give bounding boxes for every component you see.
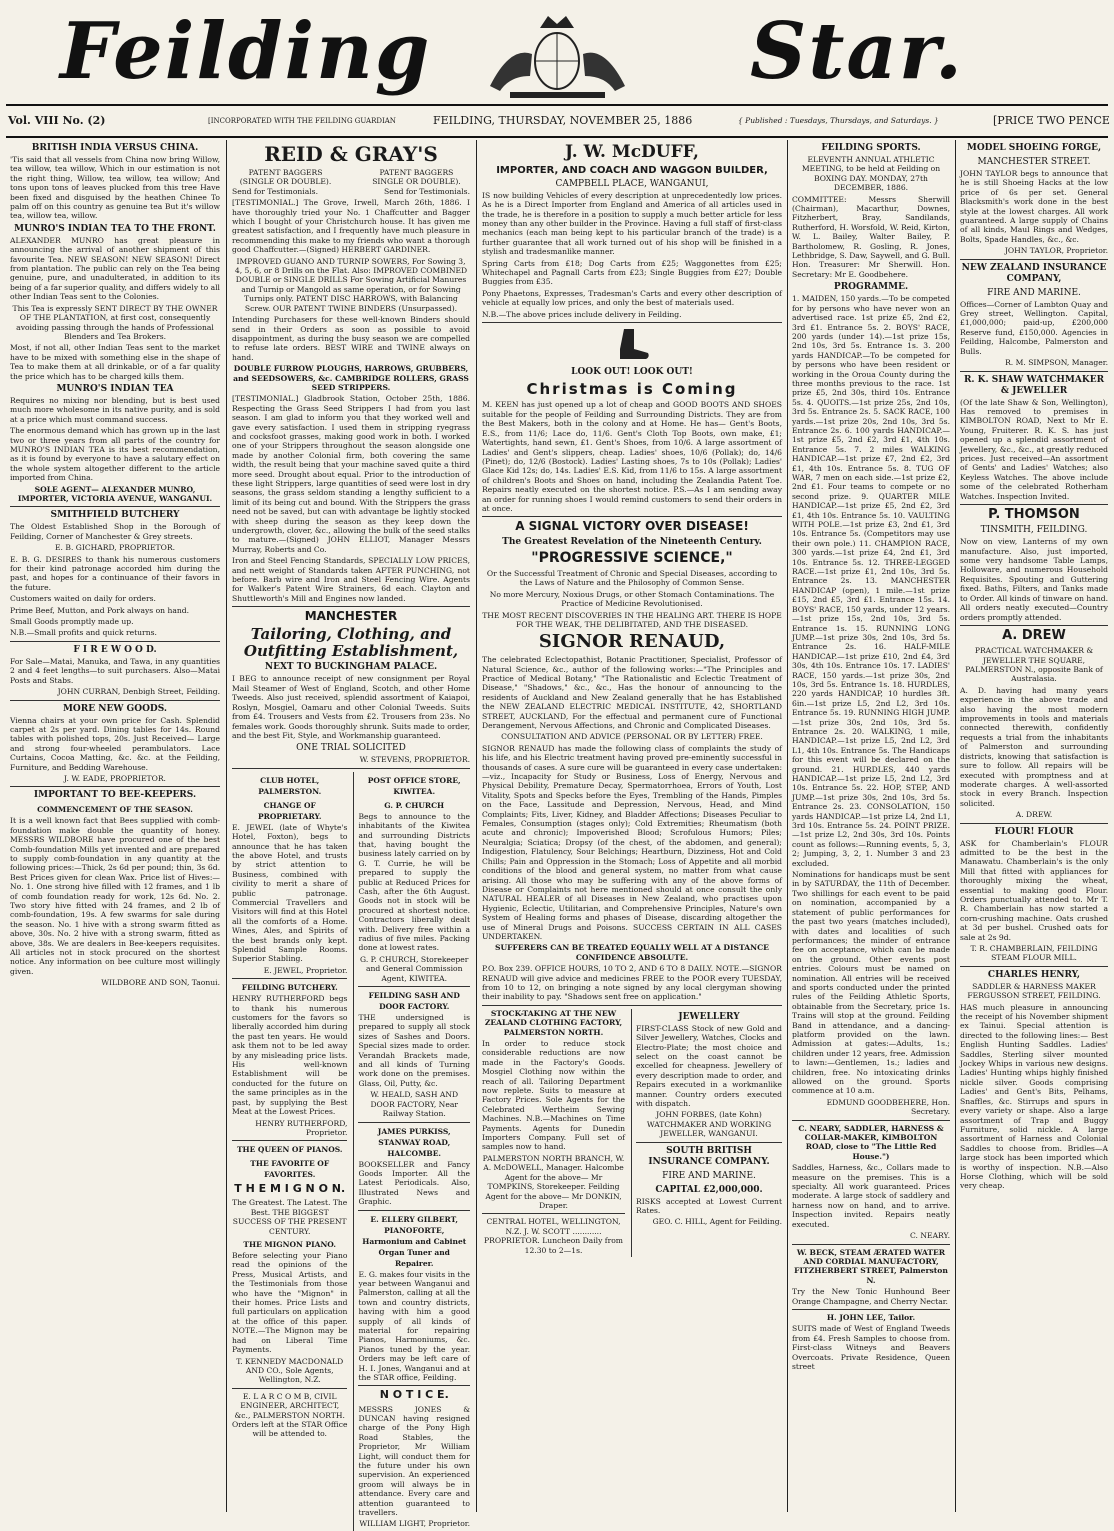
munro-headline: MUNRO'S INDIAN TEA TO THE FRONT.: [14, 223, 216, 234]
stevens-body: I BEG to announce receipt of new consignment per Royal Mail Steamer of West of England, Scotch, and other Home Tweeds. Also just received, splendid assortment of Kaiapoi, Roslyn, Mosgiel, Oamaru and other Colonial Tweeds. Suits from £4. Trousers and Vests from £2. Trousers from 23s. No females work. Goods thoroughly shrunk. Suits made to order, and the best Fit, Style, and Workmanship guaranteed.: [232, 674, 470, 740]
stock-taking-sign: PALMERSTON NORTH BRANCH, W. A. McDOWELL, Manager. Halcombe Agent for the above— Mr TOMPKINS, Storekeeper. Feilding Agent for the above— Mr DONKIN, Draper.: [482, 1153, 625, 1210]
patent-left: PATENT BAGGERS (SINGLE OR DOUBLE).: [239, 168, 332, 187]
henry-subheadline: SADDLER & HARNESS MAKER FERGUSSON STREET, FEILDING.: [967, 981, 1101, 1001]
larcomb-notice: E. L A R C O M B, CIVIL ENGINEER, ARCHITECT, &c., PALMERSTON NORTH. Orders left at the STAR Office will be attended to.: [232, 1391, 348, 1439]
lee-body: SUITS made of West of England Tweeds from £4. Fresh Samples to choose from. First-class Witneys and Beavers Overcoats. Private Residence, Queen street: [792, 1324, 950, 1371]
iron-standards: Iron and Steel Fencing Standards, SPECIALLY LOW PRICES, and nett weight of Standards taken AFTER PUNCHING, not before. Barb wire and Iron and Steel Fencing Wire. Agents for Walker's Patent Wire Strainers, 6d each. Clayton and Shuttleworth's Mill and Engines now landed.: [232, 556, 470, 603]
incorporated-notice: [INCORPORATED WITH THE FEILDING GUARDIAN: [208, 117, 396, 125]
forge-body: JOHN TAYLOR begs to announce that he is still Shoeing Hacks at the low price of 6s per set. General Blacksmith's work done in the best style at the lowest charges. All work guaranteed. A large supply of Chains of all kinds, Maul Rings and Wedges, Bolts, Spade Handles, &c., &c.: [960, 169, 1108, 244]
christmas-headline: Christmas is Coming: [526, 379, 738, 398]
post-office-headline: POST OFFICE STORE, KIWITEA.: [367, 775, 461, 796]
mignon-headline: T H E M I G N O N.: [234, 1182, 346, 1196]
thomson-subheadline: TINSMITH, FEILDING.: [980, 525, 1088, 536]
column-3: [482, 140, 782, 1512]
nzi-body: Offices—Corner of Lambton Quay and Grey street, Wellington. Capital, £1,000,000; paid-up, £200,000 Reserve fund, £150,000. Agencies in Feilding, Halcombe, Palmerston and Bulls.: [960, 299, 1108, 356]
signal-headline: A SIGNAL VICTORY OVER DISEASE!: [515, 519, 749, 534]
mcduff-nb: N.B.—The above prices include delivery in Feilding.: [482, 309, 682, 319]
mcduff-subheadline: IMPORTER, AND COACH AND WAGGON BUILDER,: [496, 164, 768, 176]
column-divider: [955, 140, 956, 1512]
double-furrow: DOUBLE FURROW PLOUGHS, HARROWS, GRUBBERS, and SEEDSOWERS, &c. CAMBRIDGE ROLLERS, GRASS SEED STRIPPERS.: [233, 364, 469, 392]
purkiss-body: BOOKSELLER and Fancy Goods Importer. All the Latest Periodicals. Also, Illustrated News and Graphic.: [358, 1159, 470, 1207]
ebg-line-3: Small Goods promptly made up.: [10, 617, 134, 627]
henry-body: HAS much pleasure in announcing the receipt of his November shipment ex Tainui. Special attention is directed to the following lines:— Best English Hunting Saddles. Ladies' Saddles, Sterling silver mounted Jockey Whips in various new designs. Ladies' Hunting whips highly finished nickle silver. Goods comprising Ladies' and Gent's Bits, Pelhams, Snaffles, &c. Stirrups and spurs in every variety or shape. Also a large assortment of Trap and Buggy Furniture, solid nickle. A large assortment of Harness and Colonial Saddles to choose from. Bridles—A large stock has been imported which is worthy of inspection. N.B.—Also Horse Clothing, which will be sold very cheap.: [960, 1002, 1108, 1191]
keen-body: M. KEEN has just opened up a lot of cheap and GOOD BOOTS AND SHOES suitable for the people of Feilding and Surrounding Districts. They are from the Best Makers, both in the colony and at Home. He has— Gent's Boots, E.S., from 11/6; Lace do, 11/6. Gent's Cloth Top Boots, own make, £1; Watertights, hand sewn, £1. Gent's Shoes, from 10/6. A large assortment of Ladies' and Gent's slippers, cheap. Ladies' shoes, 10/6 (Pollak); do, 14/6 (Pinet); do, 12/6 (Bostock). Ladies' Lasting shoes, 7s to 10s (Pollak); Ladies' Glace Kid 12s; do, 14s. Ladies' E.S. Kid, from 11/6 to 15s. A large assortment of children's Boots and Shoes on hand, including the Zealandia Patent Toe. Repairs neatly executed on the shortest notice. P.S.—As I am sending away an order for running shoes I would remind customers to send their orders in at once.: [482, 400, 782, 513]
improved-sowers: IMPROVED GUANO AND TURNIP SOWERS, For Sowing 3, 4, 5, 6, or 8 Drills on the Flat. Also: IMPROVED COMBINED DOUBLE or SINGLE DRILLS For Sowing Artificial Manures and Turnip or Mangold as same operation, or for Sowing Turnips only. PATENT DISC HARROWS, with Balancing Screw. OUR PATENT TWINE BINDERS (Unsurpassed).: [234, 256, 468, 313]
greatest-revelation: The Greatest Revelation of the Nineteenth Century.: [502, 536, 762, 547]
sbi-body: RISKS accepted at Lowest Current Rates.: [636, 1196, 782, 1216]
programme-headline: PROGRAMME.: [833, 282, 909, 293]
beck-body: Try the New Tonic Hunhound Beer Orange Champagne, and Cherry Nectar.: [792, 1287, 950, 1306]
bee-headline: IMPORTANT TO BEE-KEEPERS.: [33, 790, 197, 801]
reid-gray-headline: REID & GRAY'S: [264, 142, 438, 166]
stock-taking-headline: STOCK-TAKING AT THE NEW ZEALAND CLOTHING FACTORY, PALMERSTON NORTH.: [484, 1008, 623, 1037]
info-bar: [8, 108, 1110, 134]
more-goods-headline: MORE NEW GOODS.: [62, 703, 168, 714]
thomson-body: Now on view, Lanterns of my own manufacture. Also, just imported, some very handsome Table Lamps, Holloware, and numerous Household Requisites. Spouting and Guttering fixed. Baths, Filters, and Tanks made to Order. All kinds of tinware on hand. All orders neatly executed—Country orders promptly attended.: [960, 537, 1108, 622]
mcduff-pony: Pony Phaetons, Expresses, Tradesman's Carts and every other description of vehicle at equally low prices, and only the best of materials used.: [482, 288, 782, 308]
bee-proprietor: WILDBORE AND SON, Taonui.: [101, 978, 220, 988]
forge-proprietor: JOHN TAYLOR, Proprietor.: [1004, 246, 1108, 256]
nominations: Nominations for handicaps must be sent in by SATURDAY, the 11th of December. Two shillings for each event to be paid on nomination, accompanied by a statement of public performances for the past two years (matches included), with dates and localities of such performances; the minder of entrance fee on acceptance, which can be made on the ground. Other events post entries. Colours must be named on nomination. All entries will be received and sports conducted under the printed rules of the Feilding Athletic Sports, obtainable from the Secretary, price 1s. Trains will stop at the ground. Feilding Band in attendance, and a dancing-platform provided on the lawn. Admission at gates:—Adults, 1s.; children under 12 years, free. Admission to lawn:—Gentlemen, 1s.; ladies and children, free. No intoxicating drinks allowed on the ground. Sports commence at 10 a.m.: [792, 870, 950, 1096]
neary-sign: C. NEARY.: [910, 1231, 950, 1241]
more-goods-body: Vienna chairs at your own price for Cash. Splendid carpet at 2s per yard. Dining tables for 14s. Round tables with polished tops, 20s. Just Received— Large and strong four-wheeled perambulators. Lace Curtains, Cocoa Matting, &c. &c. at the Feilding, Furniture, and Bedding Warehouse.: [10, 715, 220, 772]
mcduff-prices: Spring Carts from £18; Dog Carts from £25; Waggonettes from £25; Whitechapel and Pagnall Carts from £23; Single Buggies from £27; Double Buggies from £35.: [482, 258, 782, 287]
mcduff-headline: J. W. McDUFF,: [565, 142, 699, 162]
sufferers: SUFFERERS CAN BE TREATED EQUALLY WELL AT A DISTANCE CONFIDENCE ABSOLUTE.: [495, 943, 769, 962]
testimonial-2: [TESTIMONIAL.] Gladbrook Station, October 25th, 1886. Respecting the Grass Seed Strippers I had from you last season. I am glad to inform you that they worked well and gave every satisfaction. I used them in stripping ryegrass and cocksfoot grasses, making good work in both. I worked one of your Strippers throughout the season alongside one made by another Colonial firm, both covering the same width, the result being that your machine saved quite a third more seed. Drought about equal. Prior to the introduction of these light Strippers, large quantities of seed were lost in dry seasons, the grass seldom standing a lengthy sufficient to a limit of its being cut and bound. With the Strippers the grass need not be saved, but can with advantage be lightly stocked with sheep during the season as they keep down the undergrowth, clover, &c., allowing the bulk of the seed stalks to mature.—(Signed) JOHN ELLIOT, Manager Messrs Murray, Roberts and Co.: [232, 394, 470, 554]
jewellery-proprietor: JOHN FORBES, (late Kohn) WATCHMAKER AND WORKING JEWELLER, WANGANUI.: [646, 1110, 772, 1139]
progressive-headline: "PROGRESSIVE SCIENCE,": [531, 549, 733, 566]
queen-pianos: THE QUEEN OF PIANOS.: [236, 1145, 343, 1155]
royal-crest-icon: [470, 6, 645, 101]
masthead-title-left: Feilding: [60, 6, 432, 97]
testimonial-1: [TESTIMONIAL.] The Grove, Irwell, March 26th, 1886. I have thoroughly tried your No. 1 Chaffcutter and Bagger which I bought of your Christchurch house. It has given me greatest satisfaction, and I frequently have much pleasure in recommending this make to my friends who want a thorough good Chaffcutter.—(Signed) HERBERT GARDINER.: [232, 198, 470, 255]
po-box: P.O. Box 239. OFFICE HOURS, 10 TO 2, AND 6 TO 8 DAILY. NOTE.—SIGNOR RENAUD will give advice and medicines FREE to the POOR every TUESDAY, from 10 to 12, on bringing a note signed by any local clergyman showing their inability to pay. "Shadows sent free on application.": [482, 964, 782, 1002]
favorite-of-favorites: THE FAVORITE OF FAVORITES.: [250, 1159, 330, 1180]
notice-proprietor: WILLIAM LIGHT, Proprietor.: [359, 1519, 470, 1529]
renaud-headline: SIGNOR RENAUD,: [538, 631, 726, 653]
dateline: FEILDING, THURSDAY, NOVEMBER 25, 1886: [433, 114, 693, 127]
column-5: [960, 140, 1108, 1512]
feilding-butchery-headline: FEILDING BUTCHERY.: [241, 983, 338, 993]
sent-direct: This Tea is expressly SENT DIRECT BY THE OWNER OF THE PLANTATION, at first cost, consequently avoiding passing through the hands of Professional Blenders and Tea Brokers.: [12, 303, 218, 341]
column-divider: [476, 140, 477, 1512]
rks-body: (Of the late Shaw & Son, Wellington), Has removed to premises in KIMBOLTON ROAD, Next to Mr E. Young, Fruiterer. R. K. S. has just opened up a splendid assortment of Jewellery, &c., &c., at greatly reduced prices. Just received—An assortment of Gents' and Ladies' Watches; also Keyless Watches. The above include some of the celebrated Rotherham Watches. Inspection Invited.: [960, 397, 1108, 501]
column-2: [232, 140, 470, 1529]
ebg-body: E. B. G. DESIRES to thank his numerous customers for their kind patronage accorded him during the past, and hopes for a continuance of their favors in the future.: [10, 554, 220, 592]
boot-icon: [612, 327, 652, 363]
drew-subheadline: PRACTICAL WATCHMAKER & JEWELLER THE SQUARE, PALMERSTON N., opposite Bank of Australasia.: [965, 646, 1103, 684]
thomson-headline: P. THOMSON: [988, 506, 1080, 522]
sports-subheadline: ELEVENTH ANNUAL ATHLETIC MEETING, to be held at Feilding on BOXING DAY. MONDAY, 27th DECEMBER, 1886.: [801, 155, 941, 193]
bee-subheadline: COMMENCEMENT OF THE SEASON.: [37, 805, 193, 815]
munro-body: ALEXANDER MUNRO has great pleasure in announcing the arrival of another shipment of this favourite Tea. NEW SEASON! NEW SEASON! Direct from plantation. The public can rely on the Tea being genuine, pure, and unadulterated, in addition to its being of a far superior quality, and differs widely to all other Indian Teas sent to the Colonies.: [10, 235, 220, 302]
firewood-body: For Sale—Matai, Manuka, and Tawa, in any quantities 2 and 4 feet lengths—to suit purchasers. Also—Matai Posts and Stabs.: [10, 656, 220, 685]
sbi-capital: CAPITAL £2,000,000.: [655, 1184, 763, 1195]
lookout-headline: LOOK OUT! LOOK OUT!: [571, 366, 693, 377]
column-4: [792, 140, 950, 1512]
neary-headline: C. NEARY, SADDLER, HARNESS & COLLAR-MAKER, KIMBOLTON ROAD, close to "The Little Red House."): [798, 1123, 944, 1161]
no-more-mercury: No more Mercury, Noxious Drugs, or other Stomach Contaminations. The Practice of Medicine Revolutionised.: [489, 589, 775, 609]
feilding-butchery-body: HENRY RUTHERFORD begs to thank his numerous customers for the favors so liberally accorded him during the past ten years. He would ask them not to be led away by any misleading price lists. His well-known Establishment will be conducted for the future on the same principles as in the past, by supplying the Best Meat at the Lowest Prices.: [232, 994, 348, 1117]
enormous-demand: The enormous demand which has grown up in the last two or three years from all parts of the country for MUNRO'S INDIAN TEA is its best recommendation, as it is found by everyone to have a salutary effect on the whole system altogether different to the article imported from China.: [10, 426, 220, 483]
mignon-proprietor: T. KENNEDY MACDONALD AND CO., Sole Agents, Wellington, N.Z.: [236, 1356, 344, 1385]
renaud-body: The celebrated Eclectopathist, Botanic Practitioner, Specialist, Professor of Natural Science, &c., author of the following works:—"The Principles and Practice of Medical Botany," "The Rationalistic and Eclectic Treatment of Disease," "Shadows," &c., &c., Has the honour of announcing to the residents of Auckland and New Zealand generally that he has Established the NEW ZEALAND ELECTRIC MEDICAL INSTITUTE, 42, SHORTLAND STREET, AUCKLAND, For the effectual and permanent cure of Functional Derangement, Nervous Affections, and Chronic and Complicated Diseases.: [482, 655, 782, 730]
notice-headline: N O T I C E.: [379, 1388, 449, 1402]
sports-committee: COMMITTEE: Messrs Sherwill (Chairman), Macarthur, Downes, Fitzherbert, Bray, Sandilands, Rutherford, H. Worsfold, W. Reid, Kirton, W. L. Bailey, Walter Bailey, P. Bartholomew, R. Gosling, R. Jones, Lethbridge, S. Daw, Saywell, and G. Bull. Hon. Treasurer: Mr Sherwill. Hon. Secretary: Mr E. Goodbehere.: [792, 194, 951, 279]
club-hotel-body: E. JEWEL (late of Whyte's Hotel, Foxton), begs to announce that he has taken the above Hotel, and trusts by strict attention to Business, combined with civility to merit a share of public patronage. Commercial Travellers and Visitors will find at this Hotel all the comforts of a Home. Wines, Ales, and Spirits of the best brands only kept. Splendid Sample Rooms. Superior Stabling.: [232, 822, 348, 964]
sash-door-headline: FEILDING SASH AND DOOR FACTORY.: [368, 991, 460, 1012]
sbi-agent: GEO. C. HILL, Agent for Feilding.: [652, 1217, 782, 1227]
feilding-butchery-proprietor: HENRY RUTHERFORD, Proprietor.: [255, 1118, 348, 1137]
neary-body: Saddles, Harness, &c., Collars made to measure on the premises. This is a specialty. All work guaranteed. Prices moderate. A large stock of saddlery and harness now on hand, and to arrive. Inspection invited. Repairs neatly executed.: [792, 1163, 950, 1229]
notice-body: MESSRS JONES & DUNCAN having resigned charge of the Pony High Road Stables, the Proprietor, Mr William Light, will conduct them for the future under his own supervision. An experienced groom will always be in attendance. Every care and attention guaranteed to travellers.: [358, 1404, 470, 1517]
renaud-long: SIGNOR RENAUD has made the following class of complaints the study of his life, and his Electric treatment having proved pre-eminently successful in thousands of cases. A sure cure will be guaranteed in every case undertaken:—viz., Incapacity for Study or Business, Loss of Energy, Nervous and Physical Debility, Premature Decay, Spermatorrhoea, Errors of Youth, Lost Vitality, Spots and Specks before the Eyes, Trembling of the Hands, Pimples on the Face, Lassitude and Depression, Nervous, Head, and Mind Complaints; Fits, Liver, Kidney, and Bladder Affections; Diseases Peculiar to Females, Consumption (stages only); Cold Extremities; Rheumatism (both acute and chronic); Impoverished Blood; Scrofulous Humors; Piles; Neuralgia; Sciatica; Dropsy (of the chest, of the abdomen, and general); Indigestion, Flatulency, Sour Belchings; Heartburn, Dizziness, Hot and Cold Chills; Pain and Oppression in the Stomach; Loss of Appetite and all morbid conditions of the blood and general system, no matter from what cause arising. All those who may be suffering with any of the above forms of Disease or Complaints not here mentioned should at once consult the only NATURAL HEALER of all Diseases in New Zealand, who practises upon Hygienic, Eclectic, Utilitarian, and Comprehensive Principles, Nature's own System of Healing forms and phases of Disease, discarding altogether the use of Mineral Drugs and Poisons. SUCCESS CERTAIN IN ALL CASES UNDERTAKEN.: [482, 743, 782, 941]
flour-headline: FLOUR! FLOUR: [994, 826, 1074, 837]
butchery-body: The Oldest Established Shop in the Borough of Feilding, Corner of Manchester & Grey streets.: [10, 522, 220, 541]
firewood-headline: F I R E W O O D.: [73, 644, 157, 655]
firewood-proprietor: JOHN CURRAN, Denbigh Street, Feilding.: [57, 687, 220, 697]
drew-sign: A. DREW.: [1015, 810, 1053, 820]
mcduff-place: CAMPBELL PLACE, WANGANUI,: [555, 178, 709, 189]
post-office-sign: G. P. CHURCH, Storekeeper and General Commission Agent, KIWITEA.: [360, 954, 469, 983]
tailoring-headline: Tailoring, Clothing, and Outfitting Establishment,: [243, 625, 459, 660]
central-hotel: CENTRAL HOTEL, WELLINGTON, N.Z. J. W. SCOTT ............ PROPRIETOR. Luncheon Daily from 12.30 to 2—1s.: [484, 1217, 623, 1255]
india-poem: 'Tis said that all vessels from China now bring Willow, tea willow, tea willow, Which in our estimation is not the right thing, Willow, tea willow, tea willow; And tons upon tons of leaves plucked from this tree Have been fixed and disguised by the heathen Chinee To palm off on this country as genuine tea But it's willow tea, willow tea, willow.: [10, 155, 220, 221]
most-teas: Most, if not all, other Indian Teas sent to the market have to be mixed with something else in the shape of Tea to make them at all drinkable, or of a far quality the price which has to be charged kills them.: [10, 343, 220, 381]
drew-body: A. D. having had many years experience in the above trade and also having the most modern improvements in tools and materials connected therewith, confidently requests a trial from the inhabitants of Palmerston and surrounding districts, knowing that satisfaction is sure to follow. All repairs will be executed with promptness and at moderate charges. A well-assorted stock in every Branch. Inspection solicited.: [960, 685, 1108, 808]
sash-door-body: THE undersigned is prepared to supply all stock sizes of Sashes and Doors. Special sizes made to order. Verandah Brackets made, and all kinds of Turning work done on the premises. Glass, Oil, Putty, &c.: [358, 1013, 470, 1088]
club-hotel-headline: CLUB HOTEL, PALMERSTON.: [258, 775, 322, 796]
butchery-headline: SMITHFIELD BUTCHERY: [50, 510, 180, 521]
henry-headline: CHARLES HENRY,: [987, 969, 1081, 980]
jewellery-headline: JEWELLERY: [678, 1011, 740, 1022]
programme-list: 1. MAIDEN, 150 yards.—To be competed for by persons who have never won an advertised race. 1st prize £5, 2nd £2, 3rd £1. Entrance 5s. 2. BOYS' RACE, 200 yards (under 14).—1st prize 15s, 2nd 10s, 3rd 5s. Entrance 1s. 3. 200 yards HANDICAP.—To be competed for by persons who have been resident or working in the Oroua County during the three months previous to the race. 1st prize £5, 2nd 30s, third 10s. Entrance 5s. 4. QUOITS.—1st prize 25s, 2nd 10s, 3rd 5s. Entrance 2s. 5. SACK RACE, 100 yards.—1st prize 20s, 2nd 10s, 3rd 5s. Entrance 2s. 6. 100 yards HANDICAP.—1st prize £5, 2nd £2, 3rd £1, 4th 10s. Entrance 5s. 7. 2 miles WALKING HANDICAP.—1st prize £7, 2nd £2, 3rd £1, 4th 10s. Entrance 5s. 8. TUG OF WAR, 7 men on each side.—1st prize £2, 2nd £1. Four teams to compete or no second prize. 9. QUARTER MILE HANDICAP.—1st prize £5, 2nd £2, 3rd £1, 4th 10s. Entrance 5s. 10. VAULTING WITH POLE.—1st prize £3, 2nd £1, 3rd 10s. Entrance 5s. (Competitors may use their own pole.) 11. CHAMPION RACE, 300 yards.—1st prize £4, 2nd £1, 3rd 10s. Entrance 5s. 12. THREE-LEGGED RACE.—1st prize £1, 2nd 10s, 3rd 5s. Entrance 2s. 13. MANCHESTER HANDICAP (open), 1 mile.—1st prize £15, 2nd £5, 3rd £1. Entrance 15s. 14. BOYS' RACE, 150 yards, under 12 years.—1st prize 15s, 2nd 10s, 3rd 5s. Entrance 1s. 15. RUNNING LONG JUMP.—1st prize 30s, 2nd 10s, 3rd 5s. Entrance 2s. 16. HALF-MILE HANDICAP.—1st prize £10, 2nd £4, 3rd 30s, 4th 10s. Entrance 10s. 17. LADIES' RACE, 150 yards.—1st prize 30s, 2nd 10s, 3rd 5s. Entrance 1s. 18. HURDLES, 220 yards HANDICAP, 10 hurdles 3ft. 6in.—1st prize L5, 2nd L2, 3rd 10s. Entrance 5s. 19. RUNNING HIGH JUMP.—1st prize 30s, 2nd 10s, 3rd 5s. Entrance 2s. 20. WALKING, 1 mile, HANDICAP.—1st prize L5, 2nd L2, 3rd L1, 4th 10s. Entrance 5s. The Handicaps for this event will be declared on the ground. 21. HURDLES, 440 yards HANDICAP.—1st prize L5, 2nd L2, 3rd 10s. Entrance 5s. 22. HOP, STEP, AND JUMP.—1st prize 30s, 2nd 10s, 3rd 5s. Entrance 2s. 23. CONSOLATION, 150 yards HANDICAP.—1st prize L4, 2nd L1, 3rd 10s. Entrance 5s. 24. POINT PRIZE.—1st prize L2, 2nd 30s, 3rd 10s. Points count as follows:—Running events, 5, 3, 2; Jumping, 3, 2, 1. Number 3 and 23 excluded.: [792, 294, 950, 868]
send-right: Send for Testimonials.: [384, 186, 470, 196]
sash-door-proprietor: W. HEALD, SASH AND DOOR FACTORY, Near Railway Station.: [370, 1090, 459, 1119]
intending-purchasers: Intending Purchasers for these well-known Binders should send in their Orders as soon as possible to avoid disappointment, as during the busy season we are compelled to refuse late orders. BEST WIRE and TWINE always on hand.: [232, 315, 470, 362]
consultation: CONSULTATION AND ADVICE (PERSONAL OR BY LETTER) FREE.: [501, 732, 763, 742]
nzi-sign: R. M. SIMPSON, Manager.: [1005, 358, 1108, 368]
drew-headline: A. DREW: [1002, 627, 1066, 643]
price: [PRICE TWO PENCE: [993, 114, 1110, 127]
club-hotel-proprietor: E. JEWEL, Proprietor.: [263, 965, 348, 975]
sports-sign: EDMUND GOODBEHERE, Hon. Secretary.: [826, 1097, 950, 1117]
stock-taking-body: In order to reduce stock considerable reductions are now made in the Factory's Goods. Mosgiel Clothing now within the reach of all. Tailoring Department now replete. Suits to measure at Factory Prices. Sole Agents for the Celebrated Wertheim Sewing Machines. N.B.—Machines on Time Payments. Agents for Dunedin Importers Company. Full set of samples now to hand.: [482, 1039, 626, 1152]
recent-discoveries: THE MOST RECENT DISCOVERIES IN THE HEALING ART. THERE IS HOPE FOR THE WEAK, THE DELIBITATED, AND THE DISEASED.: [482, 610, 782, 629]
forge-subheadline: MANCHESTER STREET.: [977, 157, 1091, 167]
post-office-body: Begs to announce to the inhabitants of the Kiwitea and surrounding Districts that, having bought the business lately carried on by G. T. Currie, he will be prepared to supply the public at Reduced Prices for Cash, after the 6th August. Goods not in stock will be procured at shortest notice. Contractors liberally dealt with. Delivery free within a radius of five miles. Packing done at lowest rates.: [358, 811, 470, 953]
lee-headline: H. JOHN LEE, Tailor.: [826, 1312, 916, 1322]
bee-body: It is a well known fact that Bees supplied with comb-foundation make double the quantity of honey. MESSRS WILDBORE have procured one of the best Comb-foundation Mills yet invented and are prepared to supply comb-foundation in any quantity at the following prices:—Thick, 2s 6d per pound; thin, 3s 6d. Best Prices given for clean Wax. Price list of Hives:—No. 1. One strong hive filled with 12 frames, and 1 lb of comb foundation ready for work, 12s 6d. No. 2. Two story hive fitted with 24 frames, and 2 lb of comb-foundation, 19s. A few swarms for sale during the season. No. 1 hive with a strong swarm fitted as above, 30s. No. 2 hive with a strong swarm, fitted as above, 38s. We are dealers in Bee-keepers requisites. All articles not in stock procured on the shortest notice. Any information on bee culture most willingly given.: [10, 816, 220, 976]
ebg-line-1: Customers waited on daily for orders.: [10, 594, 156, 604]
column-1: [10, 140, 220, 1512]
post-office-proprietor-head: G. P. CHURCH: [384, 800, 445, 810]
manchester-headline: MANCHESTER: [304, 609, 398, 624]
forge-headline: MODEL SHOEING FORGE,: [966, 143, 1102, 153]
mignon-lines: The Greatest. The Latest. The Best. THE BIGGEST SUCCESS OF THE PRESENT CENTURY.: [232, 1198, 348, 1236]
jewellery-body: FIRST-CLASS Stock of new Gold and Silver Jewellery, Watches, Clocks and Electro-Plate; the most choice and select on the coast cannot be excelled for cheapness. Jewellery of every description made to order, and Repairs executed in a workmanlike manner. Country orders executed with dispatch.: [636, 1023, 782, 1109]
india-headline: BRITISH INDIA VERSUS CHINA.: [31, 143, 199, 153]
masthead-rule: [6, 104, 1108, 106]
sports-headline: FEILDING SPORTS.: [821, 143, 921, 153]
gilbert-headline: E. ELLERY GILBERT, PIANOFORTE, Harmonium and Cabinet Organ Tuner and Repairer.: [362, 1214, 467, 1268]
mignon-piano: THE MIGNON PIANO.: [243, 1240, 337, 1250]
ebg-line-4: N.B.—Small profits and quick returns.: [10, 628, 157, 638]
sole-agent: SOLE AGENT— ALEXANDER MUNRO, IMPORTER, VICTORIA AVENUE, WANGANUI.: [17, 484, 213, 503]
masthead-title-right: Star.: [750, 6, 964, 97]
purkiss-headline: JAMES PURKISS, STANWAY ROAD, HALCOMBE.: [377, 1126, 451, 1158]
rks-headline: R. K. SHAW WATCHMAKER & JEWELLER: [963, 374, 1105, 396]
more-goods-proprietor: J. W. EADE, PROPRIETOR.: [64, 773, 166, 783]
column-divider: [787, 140, 788, 1512]
club-hotel-subheadline: CHANGE OF PROPRIETARY.: [257, 800, 322, 821]
munro2-body: Requires no mixing nor blending, but is best used much more wholesome in its native purity, and is sold at a price which must command success.: [10, 395, 220, 424]
flour-body: ASK for Chamberlain's FLOUR admitted to be the best in the Manawatu. Chamberlain's is the only Mill that fitted with appliances for thoroughly mixing the wheat, essential to making good Flour. Orders punctually attended to. Mr T. R. Chamberlain has now started a corn-crushing machine. Oats crushed at 3d per bushel. Crushed oats for sale at 2s 9d.: [960, 838, 1108, 942]
butchery-proprietor: E. B. GICHARD, PROPRIETOR.: [55, 543, 175, 553]
publication-days: { Published : Tuesdays, Thursdays, and Saturdays. }: [738, 116, 939, 125]
send-left: Send for Testimonials.: [232, 186, 318, 196]
ebg-line-2: Prime Beef, Mutton, and Pork always on hand.: [10, 605, 190, 615]
masthead: [0, 0, 1114, 105]
column-divider: [226, 140, 227, 1512]
stevens-proprietor: W. STEVENS, PROPRIETOR.: [359, 755, 470, 765]
volume-number: Vol. VIII No. (2): [8, 114, 106, 127]
mignon-body: Before selecting your Piano read the opinions of the Press, Musical Artists, and the Testimonials from those who have the "Mignon" in their homes. Price Lists and full particulars on application at the office of this paper. NOTE.—The Mignon may be had on Liberal Time Payments.: [232, 1251, 348, 1355]
next-to-palace: NEXT TO BUCKINGHAM PALACE.: [264, 662, 438, 673]
sbi-headline: SOUTH BRITISH INSURANCE COMPANY.: [648, 1145, 770, 1167]
info-rule: [6, 136, 1108, 138]
flour-sign: T. R. CHAMBERLAIN, FEILDING STEAM FLOUR MILL.: [970, 944, 1098, 963]
nzi-subheadline: FIRE AND MARINE.: [987, 287, 1081, 298]
progressive-sub: Or the Successful Treatment of Chronic and Special Diseases, according to the Laws of Nature and the Philosophy of Common Sense.: [486, 568, 778, 588]
sbi-subheadline: FIRE AND MARINE.: [662, 1170, 756, 1181]
munro2-headline: MUNRO'S INDIAN TEA: [56, 383, 174, 394]
one-trial: ONE TRIAL SOLICITED: [296, 743, 406, 754]
gilbert-body: E. G. makes four visits in the year between Wanganui and Palmerston, calling at all the town and country districts, having with him a good supply of all kinds of material for repairing Pianos, Harmoniums, &c. Pianos tuned by the year. Orders may be left care of H. I. Jones, Wanganui and at the STAR office, Feilding.: [358, 1269, 470, 1382]
patent-right: PATENT BAGGERS SINGLE OR DOUBLE).: [372, 168, 461, 187]
mcduff-body: IS now building Vehicles of every description at unprecedentedly low prices. As he is a Direct Importer from England and America of all articles used in the trade, he is therefore in a position to supply a much better article for less money than any other builder in the Province. Having a full staff of first-class mechanics (each man being kept to his particular branch of the trade) is a further guarantee that all work turned out of his shop will be finished in a stylish and tradesmanlike manner.: [482, 190, 782, 257]
beck-headline: W. BECK, STEAM ÆRATED WATER AND CORDIAL MANUFACTORY, FITZHERBERT STREET, Palmerston N.: [794, 1247, 948, 1285]
nzi-headline: NEW ZEALAND INSURANCE COMPANY,: [961, 262, 1107, 284]
